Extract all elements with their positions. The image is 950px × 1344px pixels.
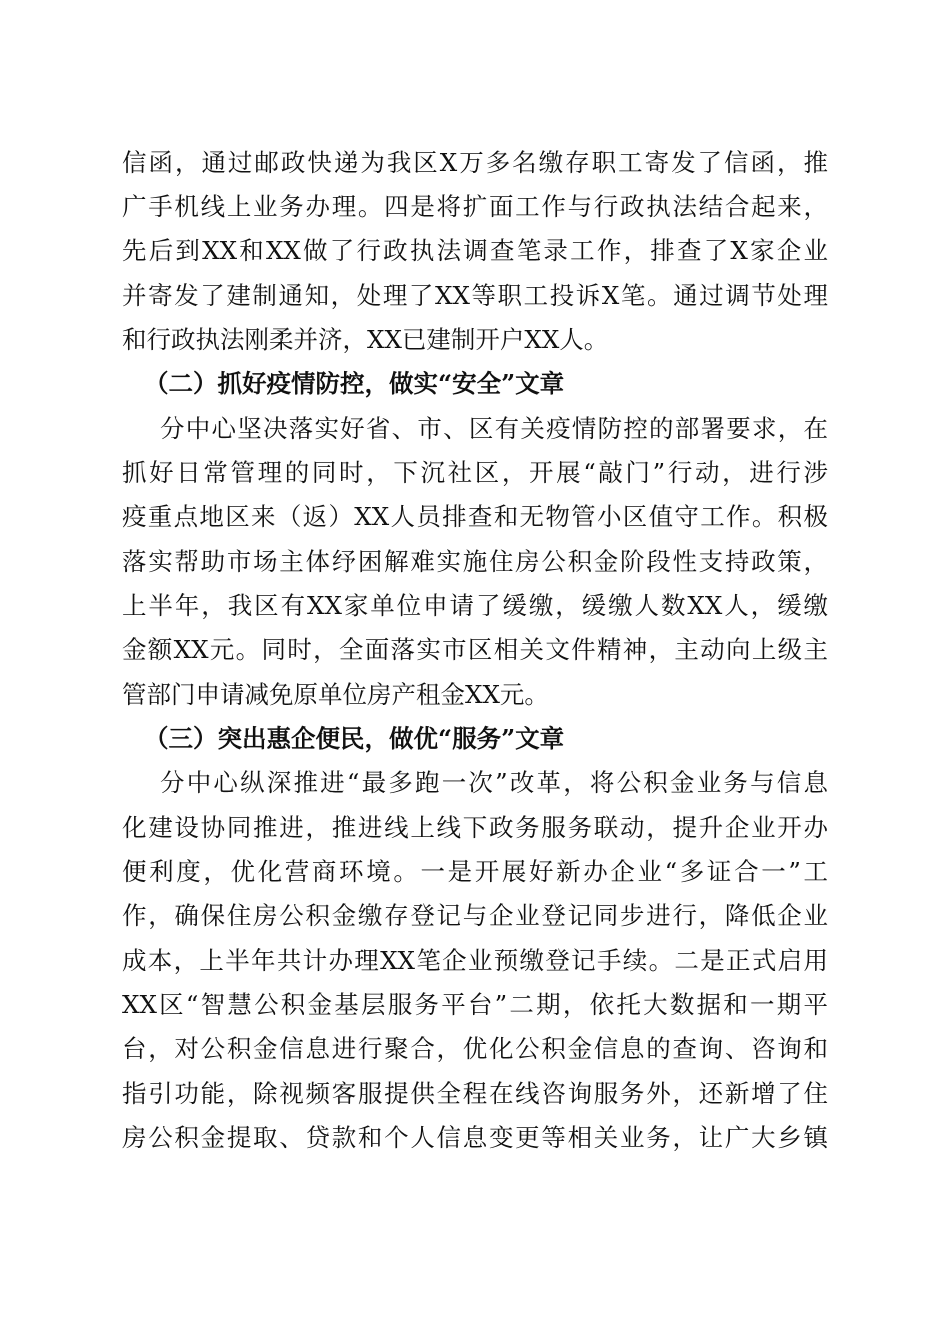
- text-line: 抓好日常管理的同时，下沉社区，开展“敲门”行动，进行涉: [122, 458, 828, 487]
- text-line: 台，对公积金信息进行聚合，优化公积金信息的查询、咨询和: [122, 1034, 828, 1063]
- text-line: 分中心纵深推进“最多跑一次”改革，将公积金业务与信息: [160, 768, 828, 797]
- text-line: 作，确保住房公积金缴存登记与企业登记同步进行，降低企业: [122, 901, 828, 930]
- section-heading-2: （二）抓好疫情防控，做实“安全”文章: [144, 369, 565, 398]
- text-line: 分中心坚决落实好省、市、区有关疫情防控的部署要求，在: [160, 414, 828, 443]
- text-line: 先后到XX和XX做了行政执法调查笔录工作，排查了X家企业: [122, 236, 828, 265]
- section-heading-3: （三）突出惠企便民，做优“服务”文章: [144, 724, 565, 753]
- text-line: 上半年，我区有XX家单位申请了缓缴，缓缴人数XX人，缓缴: [122, 591, 828, 620]
- text-line: 成本，上半年共计办理XX笔企业预缴登记手续。二是正式启用: [122, 946, 828, 975]
- text-line: 落实帮助市场主体纾困解难实施住房公积金阶段性支持政策，: [122, 547, 828, 576]
- text-line: 信函，通过邮政快递为我区X万多名缴存职工寄发了信函，推: [122, 148, 828, 177]
- text-line: 管部门申请减免原单位房产租金XX元。: [122, 680, 549, 709]
- text-line: 化建设协同推进，推进线上线下政务服务联动，提升企业开办: [122, 813, 828, 842]
- text-line: 疫重点地区来（返）XX人员排查和无物管小区值守工作。积极: [122, 502, 828, 531]
- text-line: 和行政执法刚柔并济，XX已建制开户XX人。: [122, 325, 609, 354]
- text-line: XX区“智慧公积金基层服务平台”二期，依托大数据和一期平: [122, 990, 828, 1019]
- text-line: 便利度，优化营商环境。一是开展好新办企业“多证合一”工: [122, 857, 828, 886]
- text-line: 并寄发了建制通知，处理了XX等职工投诉X笔。通过调节处理: [122, 281, 828, 310]
- text-line: 房公积金提取、贷款和个人信息变更等相关业务，让广大乡镇: [122, 1123, 828, 1152]
- text-line: 指引功能，除视频客服提供全程在线咨询服务外，还新增了住: [122, 1079, 828, 1108]
- text-line: 广手机线上业务办理。四是将扩面工作与行政执法结合起来，: [122, 192, 828, 221]
- text-line: 金额XX元。同时，全面落实市区相关文件精神，主动向上级主: [122, 635, 828, 664]
